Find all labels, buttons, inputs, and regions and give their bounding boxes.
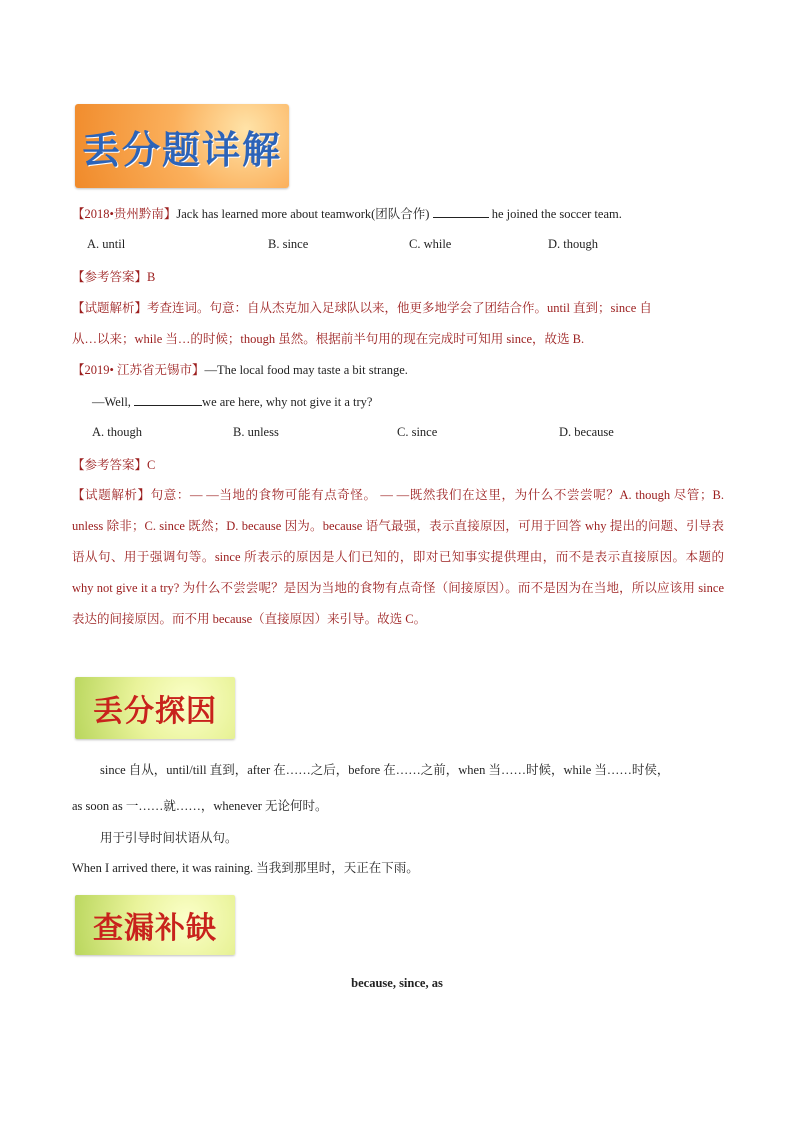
banner-title: 查漏补缺	[93, 911, 217, 946]
cause-example: When I arrived there, it was raining. 当我到那里时，天正在下雨。	[72, 861, 419, 875]
question-2-answer	[72, 456, 155, 474]
banner-fill-gaps	[75, 895, 235, 955]
option-d: D. because	[559, 425, 614, 439]
answer-label: 【参考答案】	[72, 458, 148, 472]
question-stem: —The local food may taste a bit strange.	[204, 363, 408, 377]
answer-label: 【参考答案】	[72, 270, 148, 284]
option-c: C. while	[409, 237, 452, 251]
cause-line-1: since 自从，until/till 直到，after 在……之后，before 在……之前，when 当……时候，while 当……时侯，	[100, 763, 670, 777]
option-c: C. since	[397, 425, 438, 439]
question-1-stem	[72, 205, 622, 223]
banner-lost-points-cause	[75, 677, 235, 739]
question-stem-after: he joined the soccer team.	[488, 207, 622, 221]
question-1-analysis-line-1	[72, 299, 652, 317]
cause-line-2: as soon as 一……就……，whenever 无论何时。	[72, 799, 328, 813]
fill-heading: because, since, as	[351, 976, 443, 990]
analysis-text: 考查连词。句意：自从杰克加入足球队以来，他更多地学会了团结合作。until 直到；since 自	[147, 301, 652, 315]
question-2-stem-1	[72, 361, 408, 379]
answer-blank	[433, 205, 489, 218]
question-1-answer	[72, 268, 155, 286]
question-stem-after: we are here, why not give it a try?	[202, 395, 373, 409]
option-a: A. until	[87, 237, 126, 251]
cause-line-3: 用于引导时间状语从句。	[100, 831, 238, 845]
banner-lost-points-detail	[75, 104, 289, 188]
question-2-stem-2	[92, 393, 372, 411]
banner-title: 丢分题详解	[81, 126, 282, 172]
option-d: D. though	[548, 237, 598, 251]
question-stem-before: Jack has learned more about teamwork(团队合作)	[176, 207, 433, 221]
option-b: B. unless	[233, 425, 279, 439]
answer-blank	[134, 393, 202, 406]
answer-value: C	[147, 458, 156, 472]
question-stem-before: —Well,	[92, 395, 135, 409]
option-b: B. since	[268, 237, 309, 251]
analysis-label: 【试题解析】	[72, 301, 148, 315]
banner-title: 丢分探因	[93, 694, 217, 729]
option-a: A. though	[92, 425, 142, 439]
question-1-analysis-line-2: 从…以来；while 当…的时候；though 虽然。根据前半句用的现在完成时可知用 since，故选 B.	[72, 332, 585, 346]
analysis-label: 【试题解析】	[72, 488, 151, 502]
question-source: 【2019• 江苏省无锡市】	[72, 363, 205, 377]
answer-value: B	[147, 270, 156, 284]
analysis-text: 句意：— —当地的食物可能有点奇怪。 — —既然我们在这里，为什么不尝尝呢？A. though 尽管；B. unless 除非；C. since 既然；D. because 因为。because 语气最强，表示直接原因，可用于回答 why 提出的问题、引导表语从句、用于强调句等。since 所表示的原因是人们已知的，即对已知事实提供理由，而不是表示直接原因。本题的 why not give it a try? 为什么不尝尝呢？是因为当地的食物有点奇怪（间接原因）。而不是因为在当地，所以应该用 since 表达的间接原因。而不用 because（直接原因）来引导。故选 C。	[72, 488, 724, 626]
question-2-analysis	[72, 480, 724, 635]
question-source: 【2018•贵州黔南】	[72, 207, 177, 221]
